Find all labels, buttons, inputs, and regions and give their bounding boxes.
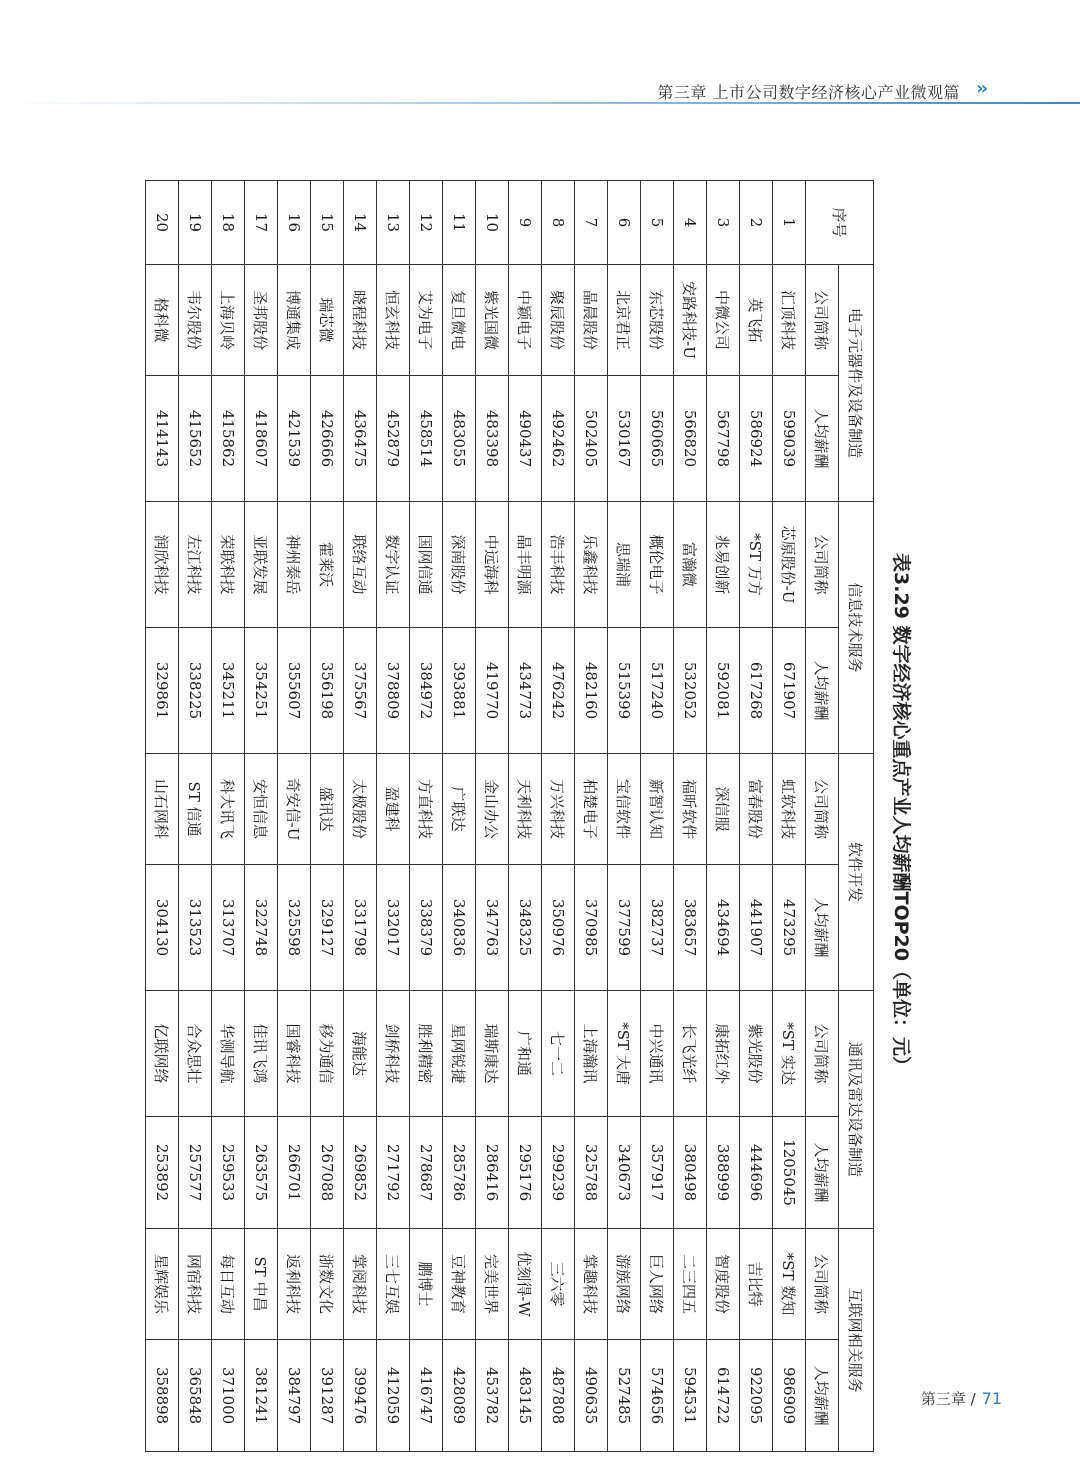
rank-cell: 11 [443, 181, 476, 265]
company-name-cell: 盛讯达 [311, 754, 344, 865]
salary-cell: 566820 [674, 376, 707, 502]
rank-cell: 14 [344, 181, 377, 265]
salary-cell: 304130 [146, 865, 179, 991]
company-name-cell: 韦尔股份 [179, 265, 212, 376]
salary-cell: 378809 [377, 628, 410, 754]
company-name-cell: 瑞斯康达 [476, 991, 509, 1117]
company-name-cell: 返利科技 [278, 1229, 311, 1340]
salary-cell: 383657 [674, 865, 707, 991]
company-name-cell: 富春股份 [740, 754, 773, 865]
salary-cell: 421539 [278, 376, 311, 502]
salary-cell: 348325 [509, 865, 542, 991]
table-caption: 表3.29 数字经济核心重点产业人均薪酬TOP20（单位：元） [890, 553, 912, 1075]
company-name-cell: 万兴科技 [542, 754, 575, 865]
company-name-cell: 浩丰科技 [542, 502, 575, 628]
rank-cell: 18 [212, 181, 245, 265]
salary-cell: 574656 [641, 1340, 674, 1452]
salary-cell: 482160 [575, 628, 608, 754]
salary-cell: 338225 [179, 628, 212, 754]
salary-cell: 331798 [344, 865, 377, 991]
salary-cell: 414143 [146, 376, 179, 502]
company-name-cell: 山石网科 [146, 754, 179, 865]
company-name-cell: 星辉娱乐 [146, 1229, 179, 1340]
company-name-header: 公司简称 [806, 265, 839, 376]
table-row [344, 181, 377, 1452]
rank-cell: 17 [245, 181, 278, 265]
company-name-cell: 紫光股份 [740, 991, 773, 1117]
salary-cell: 426666 [311, 376, 344, 502]
company-name-cell: 北京君正 [608, 265, 641, 376]
table-row [509, 181, 542, 1452]
company-name-header: 公司简称 [806, 502, 839, 628]
rank-cell: 1 [773, 181, 806, 265]
salary-cell: 490437 [509, 376, 542, 502]
rank-cell: 9 [509, 181, 542, 265]
table-row [278, 181, 311, 1452]
company-name-cell: 亿联网络 [146, 991, 179, 1117]
salary-cell: 436475 [344, 376, 377, 502]
salary-cell: 313523 [179, 865, 212, 991]
page-footer [921, 1388, 1002, 1409]
company-name-cell: 圣邦股份 [245, 265, 278, 376]
salary-cell: 391287 [311, 1340, 344, 1452]
salary-cell: 347763 [476, 865, 509, 991]
salary-cell: 371000 [212, 1340, 245, 1452]
company-name-cell: 深南股份 [443, 502, 476, 628]
salary-cell: 382737 [641, 865, 674, 991]
salary-cell: 257577 [179, 1117, 212, 1229]
company-name-cell: 太极股份 [344, 754, 377, 865]
salary-cell: 393881 [443, 628, 476, 754]
company-name-cell: 中微公司 [707, 265, 740, 376]
salary-cell: 338379 [410, 865, 443, 991]
group-header: 信息技术服务 [839, 502, 874, 754]
salary-cell: 671907 [773, 628, 806, 754]
company-name-cell: 聚辰股份 [542, 265, 575, 376]
company-name-cell: 霍莱沃 [311, 502, 344, 628]
salary-cell: 263575 [245, 1117, 278, 1229]
salary-cell: 527485 [608, 1340, 641, 1452]
salary-cell: 354251 [245, 628, 278, 754]
salary-cell: 356198 [311, 628, 344, 754]
salary-cell: 490635 [575, 1340, 608, 1452]
company-name-cell: 深信服 [707, 754, 740, 865]
rank-cell: 15 [311, 181, 344, 265]
company-name-cell: *ST 数知 [773, 1229, 806, 1340]
group-header: 互联网相关服务 [839, 1229, 874, 1452]
table-row [641, 181, 674, 1452]
rank-cell: 12 [410, 181, 443, 265]
salary-cell: 483055 [443, 376, 476, 502]
company-name-cell: 博通集成 [278, 265, 311, 376]
company-name-cell: 芯原股份-U [773, 502, 806, 628]
rotated-table-panel [152, 180, 928, 1448]
company-name-cell: 国睿科技 [278, 991, 311, 1117]
salary-cell: 586924 [740, 376, 773, 502]
salary-table [145, 180, 874, 1452]
salary-cell: 1205045 [773, 1117, 806, 1229]
salary-header: 人均薪酬 [806, 628, 839, 754]
salary-cell: 473295 [773, 865, 806, 991]
company-name-cell: *ST 万方 [740, 502, 773, 628]
salary-cell: 278687 [410, 1117, 443, 1229]
salary-cell: 517240 [641, 628, 674, 754]
salary-cell: 614722 [707, 1340, 740, 1452]
company-name-cell: 数字认证 [377, 502, 410, 628]
company-name-cell: 晶丰明源 [509, 502, 542, 628]
company-name-cell: 紫光国微 [476, 265, 509, 376]
table-row [773, 181, 806, 1452]
salary-cell: 271792 [377, 1117, 410, 1229]
company-name-cell: 广联达 [443, 754, 476, 865]
company-name-cell: 中颖电子 [509, 265, 542, 376]
salary-cell: 329127 [311, 865, 344, 991]
table-body [146, 181, 806, 1452]
company-name-cell: 广和通 [509, 991, 542, 1117]
company-name-cell: 概伦电子 [641, 502, 674, 628]
company-name-cell: 盈建科 [377, 754, 410, 865]
rank-cell: 20 [146, 181, 179, 265]
salary-cell: 532052 [674, 628, 707, 754]
salary-cell: 483145 [509, 1340, 542, 1452]
company-name-cell: 移为通信 [311, 991, 344, 1117]
company-name-cell: 荣联科技 [212, 502, 245, 628]
company-name-cell: 三六零 [542, 1229, 575, 1340]
company-name-cell: 每日互动 [212, 1229, 245, 1340]
company-name-cell: 浙数文化 [311, 1229, 344, 1340]
salary-cell: 418607 [245, 376, 278, 502]
company-name-cell: 剑桥科技 [377, 991, 410, 1117]
salary-cell: 329861 [146, 628, 179, 754]
salary-cell: 266701 [278, 1117, 311, 1229]
company-name-cell: 乐鑫科技 [575, 502, 608, 628]
salary-cell: 416747 [410, 1340, 443, 1452]
company-name-cell: 安路科技-U [674, 265, 707, 376]
table-row [311, 181, 344, 1452]
company-name-cell: 国网信通 [410, 502, 443, 628]
salary-cell: 441907 [740, 865, 773, 991]
table-row [674, 181, 707, 1452]
company-name-cell: 宝信软件 [608, 754, 641, 865]
group-header: 通讯及雷达设备制造 [839, 991, 874, 1229]
company-name-cell: 恒玄科技 [377, 265, 410, 376]
company-name-cell: 胜利精密 [410, 991, 443, 1117]
salary-cell: 269852 [344, 1117, 377, 1229]
company-name-cell: 华测导航 [212, 991, 245, 1117]
company-name-cell: 巨人网络 [641, 1229, 674, 1340]
company-name-header: 公司简称 [806, 754, 839, 865]
salary-cell: 599039 [773, 376, 806, 502]
table-row [212, 181, 245, 1452]
salary-cell: 567798 [707, 376, 740, 502]
footer-chapter: 第三章 / [920, 1390, 976, 1408]
page-header [0, 0, 1080, 106]
company-name-cell: 完美世界 [476, 1229, 509, 1340]
company-name-cell: 游族网络 [608, 1229, 641, 1340]
salary-cell: 313707 [212, 865, 245, 991]
table-row [476, 181, 509, 1452]
salary-cell: 340673 [608, 1117, 641, 1229]
salary-cell: 986909 [773, 1340, 806, 1452]
salary-cell: 325788 [575, 1117, 608, 1229]
company-name-cell: 掌趣科技 [575, 1229, 608, 1340]
salary-cell: 458514 [410, 376, 443, 502]
company-name-cell: 富瀚微 [674, 502, 707, 628]
salary-cell: 355607 [278, 628, 311, 754]
company-name-cell: 上海贝岭 [212, 265, 245, 376]
salary-cell: 492462 [542, 376, 575, 502]
salary-cell: 253892 [146, 1117, 179, 1229]
group-header: 电子元器件及设备制造 [839, 265, 874, 502]
table-row [740, 181, 773, 1452]
chapter-title: 第三章 上市公司数字经济核心产业微观篇 [657, 83, 960, 102]
rank-cell: 16 [278, 181, 311, 265]
rank-cell: 10 [476, 181, 509, 265]
company-name-cell: 中远海科 [476, 502, 509, 628]
table-row [377, 181, 410, 1452]
company-name-cell: 英飞拓 [740, 265, 773, 376]
company-name-cell: 七一二 [542, 991, 575, 1117]
company-name-cell: 福昕软件 [674, 754, 707, 865]
salary-header: 人均薪酬 [806, 1340, 839, 1452]
page-number: 71 [981, 1389, 1002, 1408]
company-name-cell: 佳讯飞鸿 [245, 991, 278, 1117]
salary-cell: 444696 [740, 1117, 773, 1229]
salary-cell: 434773 [509, 628, 542, 754]
rank-header: 序号 [806, 181, 874, 265]
salary-cell: 412059 [377, 1340, 410, 1452]
company-name-cell: 吉比特 [740, 1229, 773, 1340]
salary-cell: 617268 [740, 628, 773, 754]
salary-cell: 415652 [179, 376, 212, 502]
salary-header: 人均薪酬 [806, 1117, 839, 1229]
company-name-cell: 联络互动 [344, 502, 377, 628]
salary-cell: 332017 [377, 865, 410, 991]
table-row [608, 181, 641, 1452]
salary-cell: 487808 [542, 1340, 575, 1452]
company-name-cell: 天利科技 [509, 754, 542, 865]
salary-cell: 365848 [179, 1340, 212, 1452]
company-name-cell: 掌阅科技 [344, 1229, 377, 1340]
company-name-cell: 晶晨股份 [575, 265, 608, 376]
chevron-right-icon: ›› [976, 78, 985, 99]
salary-cell: 453782 [476, 1340, 509, 1452]
company-name-cell: 兆易创新 [707, 502, 740, 628]
company-name-cell: 瑞芯微 [311, 265, 344, 376]
salary-cell: 380498 [674, 1117, 707, 1229]
salary-cell: 299239 [542, 1117, 575, 1229]
salary-cell: 384797 [278, 1340, 311, 1452]
company-name-cell: 新智认知 [641, 754, 674, 865]
company-name-header: 公司简称 [806, 1229, 839, 1340]
salary-cell: 377599 [608, 865, 641, 991]
salary-cell: 515399 [608, 628, 641, 754]
company-name-cell: 合众思壮 [179, 991, 212, 1117]
company-name-cell: 鹏博士 [410, 1229, 443, 1340]
salary-cell: 325598 [278, 865, 311, 991]
company-name-cell: 网宿科技 [179, 1229, 212, 1340]
salary-cell: 560665 [641, 376, 674, 502]
salary-cell: 350976 [542, 865, 575, 991]
salary-cell: 415862 [212, 376, 245, 502]
table-row [575, 181, 608, 1452]
rank-cell: 2 [740, 181, 773, 265]
company-name-cell: 汇顶科技 [773, 265, 806, 376]
salary-cell: 502405 [575, 376, 608, 502]
company-name-cell: 思瑞浦 [608, 502, 641, 628]
company-name-cell: 柏楚电子 [575, 754, 608, 865]
company-name-cell: 东芯股份 [641, 265, 674, 376]
table-row [245, 181, 278, 1452]
salary-cell: 375567 [344, 628, 377, 754]
company-name-cell: 康拓红外 [707, 991, 740, 1117]
salary-cell: 483398 [476, 376, 509, 502]
company-name-cell: 上海瀚讯 [575, 991, 608, 1117]
company-name-cell: 金山办公 [476, 754, 509, 865]
company-name-cell: 科大讯飞 [212, 754, 245, 865]
salary-cell: 267088 [311, 1117, 344, 1229]
salary-cell: 285786 [443, 1117, 476, 1229]
salary-cell: 286416 [476, 1117, 509, 1229]
company-name-cell: 智度股份 [707, 1229, 740, 1340]
table-row [542, 181, 575, 1452]
salary-cell: 259533 [212, 1117, 245, 1229]
salary-header: 人均薪酬 [806, 376, 839, 502]
company-name-cell: 艾为电子 [410, 265, 443, 376]
company-name-cell: 三七互娱 [377, 1229, 410, 1340]
rank-cell: 4 [674, 181, 707, 265]
company-name-cell: 海能达 [344, 991, 377, 1117]
salary-cell: 594531 [674, 1340, 707, 1452]
company-name-cell: 晓程科技 [344, 265, 377, 376]
company-name-cell: 二三四五 [674, 1229, 707, 1340]
salary-cell: 357917 [641, 1117, 674, 1229]
table-row [179, 181, 212, 1452]
salary-cell: 428089 [443, 1340, 476, 1452]
rank-cell: 19 [179, 181, 212, 265]
company-name-cell: 方直科技 [410, 754, 443, 865]
group-header: 软件开发 [839, 754, 874, 991]
salary-cell: 340836 [443, 865, 476, 991]
company-name-cell: 左江科技 [179, 502, 212, 628]
company-name-cell: *ST 大唐 [608, 991, 641, 1117]
rank-cell: 5 [641, 181, 674, 265]
company-name-cell: *ST 实达 [773, 991, 806, 1117]
company-name-cell: 星网锐捷 [443, 991, 476, 1117]
table-row [410, 181, 443, 1452]
company-name-cell: 亚联发展 [245, 502, 278, 628]
rank-cell: 6 [608, 181, 641, 265]
company-name-cell: 虹软科技 [773, 754, 806, 865]
company-name-cell: 复旦微电 [443, 265, 476, 376]
salary-cell: 592081 [707, 628, 740, 754]
company-name-cell: 奇安信-U [278, 754, 311, 865]
company-name-cell: 豆神教育 [443, 1229, 476, 1340]
salary-cell: 384972 [410, 628, 443, 754]
salary-cell: 922095 [740, 1340, 773, 1452]
company-name-cell: ST 中昌 [245, 1229, 278, 1340]
salary-cell: 434694 [707, 865, 740, 991]
salary-cell: 452879 [377, 376, 410, 502]
company-name-cell: ST 信通 [179, 754, 212, 865]
rank-cell: 3 [707, 181, 740, 265]
salary-cell: 322748 [245, 865, 278, 991]
salary-cell: 388999 [707, 1117, 740, 1229]
company-name-cell: 神州泰岳 [278, 502, 311, 628]
company-name-cell: 优刻得-W [509, 1229, 542, 1340]
table-row [443, 181, 476, 1452]
salary-header: 人均薪酬 [806, 865, 839, 991]
salary-cell: 399476 [344, 1340, 377, 1452]
company-name-cell: 长飞光纤 [674, 991, 707, 1117]
company-name-cell: 格科微 [146, 265, 179, 376]
salary-cell: 345211 [212, 628, 245, 754]
salary-cell: 381241 [245, 1340, 278, 1452]
salary-cell: 370985 [575, 865, 608, 991]
rank-cell: 7 [575, 181, 608, 265]
company-name-header: 公司简称 [806, 991, 839, 1117]
salary-cell: 295176 [509, 1117, 542, 1229]
salary-cell: 476242 [542, 628, 575, 754]
salary-cell: 530167 [608, 376, 641, 502]
company-name-cell: 润欣科技 [146, 502, 179, 628]
table-row [707, 181, 740, 1452]
rank-cell: 13 [377, 181, 410, 265]
salary-cell: 358898 [146, 1340, 179, 1452]
header-divider [0, 102, 1080, 104]
company-name-cell: 安恒信息 [245, 754, 278, 865]
company-name-cell: 中兴通讯 [641, 991, 674, 1117]
rank-cell: 8 [542, 181, 575, 265]
salary-cell: 419770 [476, 628, 509, 754]
table-row [146, 181, 179, 1452]
